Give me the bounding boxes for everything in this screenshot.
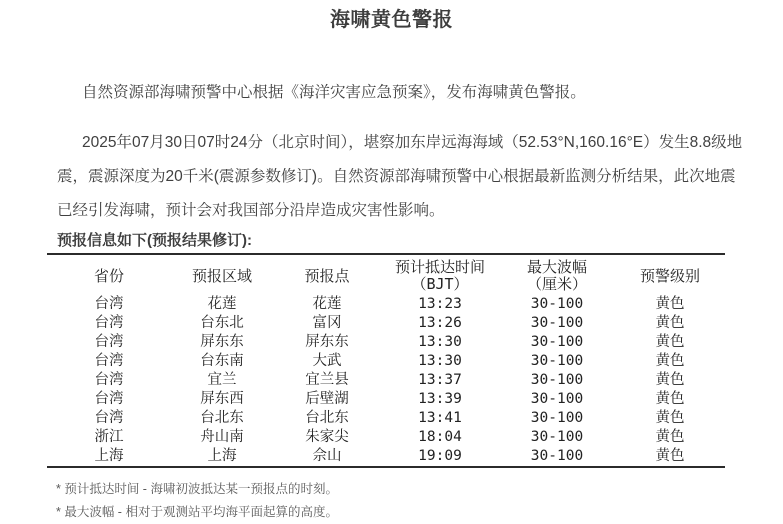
cell-warning-level: 黄色 (655, 429, 685, 445)
cell-province: 浙江 (94, 429, 124, 445)
cell-forecast-area: 屏东东 (200, 334, 244, 350)
col-header-text-line2: （厘米） (526, 275, 587, 293)
col-header-forecast-point (273, 254, 381, 295)
cell-forecast-point: 宜兰县 (305, 372, 349, 388)
table-row (47, 333, 725, 352)
cell-forecast-point: 屏东东 (305, 334, 349, 350)
table-header-row (47, 254, 725, 295)
cell-forecast-point: 富冈 (312, 315, 342, 331)
footnote-arrival-time: * 预计抵达时间 - 海啸初波抵达某一预报点的时刻。 (56, 482, 338, 496)
cell-province: 台湾 (94, 334, 124, 350)
cell-forecast-area: 上海 (207, 448, 237, 464)
cell-province: 上海 (94, 448, 124, 464)
cell-warning-level: 黄色 (655, 391, 685, 407)
table-row (47, 428, 725, 447)
body-text-block (57, 76, 749, 228)
cell-max-amplitude: 30-100 (530, 391, 584, 407)
footnote-max-amplitude: * 最大波幅 - 相对于观测站平均海平面起算的高度。 (56, 505, 338, 519)
cell-forecast-area: 舟山南 (200, 429, 244, 445)
cell-arrival-time: 13:30 (418, 334, 462, 350)
cell-warning-level: 黄色 (655, 353, 685, 369)
cell-forecast-area: 花莲 (207, 296, 237, 312)
table-row (47, 371, 725, 390)
cell-warning-level: 黄色 (655, 296, 685, 312)
col-header-text: 预警级别 (639, 266, 700, 285)
cell-forecast-area: 宜兰 (207, 372, 237, 388)
col-header-text: 预报区域 (191, 266, 252, 285)
table-row (47, 447, 725, 467)
cell-arrival-time: 13:39 (418, 391, 462, 407)
cell-max-amplitude: 30-100 (530, 296, 584, 312)
cell-warning-level: 黄色 (655, 334, 685, 350)
col-header-text: 预计抵达时间 (394, 258, 485, 276)
cell-warning-level: 黄色 (655, 410, 685, 426)
cell-warning-level: 黄色 (655, 372, 685, 388)
col-header-forecast-area (171, 254, 273, 295)
col-header-max-amplitude (499, 254, 615, 295)
cell-province: 台湾 (94, 372, 124, 388)
paragraph-earthquake-details: 2025年07月30日07时24分（北京时间），堪察加东岸远海海域（52.53°N,160.16°E）发生8.8级地震，震源深度为20千米(震源参数修订)。自然资源部海啸预警中心根据最新监测分析结果，此次地震已经引发海啸，预计会对我国部分沿岸造成灾害性影响。 (57, 134, 743, 219)
cell-warning-level: 黄色 (655, 448, 685, 464)
cell-arrival-time: 13:26 (418, 315, 462, 331)
cell-province: 台湾 (94, 410, 124, 426)
footnotes-block (56, 478, 783, 524)
cell-forecast-area: 台北东 (200, 410, 244, 426)
forecast-section-label: 预报信息如下(预报结果修订): (57, 232, 252, 249)
cell-max-amplitude: 30-100 (530, 334, 584, 350)
cell-warning-level: 黄色 (655, 315, 685, 331)
cell-max-amplitude: 30-100 (530, 353, 584, 369)
page-title: 海啸黄色警报 (330, 9, 453, 31)
cell-arrival-time: 13:41 (418, 410, 462, 426)
cell-forecast-point: 大武 (312, 353, 342, 369)
forecast-table-body (47, 295, 725, 467)
table-row (47, 390, 725, 409)
cell-arrival-time: 13:30 (418, 353, 462, 369)
cell-forecast-area: 台东南 (200, 353, 244, 369)
cell-forecast-point: 佘山 (312, 448, 342, 464)
cell-arrival-time: 13:23 (418, 296, 462, 312)
cell-max-amplitude: 30-100 (530, 372, 584, 388)
cell-province: 台湾 (94, 315, 124, 331)
cell-arrival-time: 18:04 (418, 429, 462, 445)
cell-max-amplitude: 30-100 (530, 410, 584, 426)
cell-forecast-area: 台东北 (200, 315, 244, 331)
cell-arrival-time: 19:09 (418, 448, 462, 464)
cell-forecast-point: 台北东 (305, 410, 349, 426)
cell-forecast-area: 屏东西 (200, 391, 244, 407)
table-row (47, 409, 725, 428)
col-header-text: 省份 (93, 266, 124, 285)
table-row (47, 295, 725, 314)
cell-max-amplitude: 30-100 (530, 315, 584, 331)
cell-province: 台湾 (94, 296, 124, 312)
col-header-province (47, 254, 171, 295)
cell-province: 台湾 (94, 353, 124, 369)
col-header-text: 预报点 (304, 266, 350, 285)
table-row (47, 314, 725, 333)
forecast-table (47, 253, 725, 468)
cell-max-amplitude: 30-100 (530, 429, 584, 445)
paragraph-warning-issue: 自然资源部海啸预警中心根据《海洋灾害应急预案》，发布海啸黄色警报。 (82, 84, 586, 101)
table-row (47, 352, 725, 371)
col-header-warning-level (615, 254, 725, 295)
col-header-text: 最大波幅 (526, 258, 587, 276)
col-header-text-line2: （BJT） (411, 275, 469, 293)
cell-forecast-point: 后壁湖 (305, 391, 349, 407)
cell-province: 台湾 (94, 391, 124, 407)
col-header-arrival-time (381, 254, 499, 295)
forecast-table-header (47, 254, 725, 295)
cell-forecast-point: 朱家尖 (305, 429, 349, 445)
cell-max-amplitude: 30-100 (530, 448, 584, 464)
cell-arrival-time: 13:37 (418, 372, 462, 388)
cell-forecast-point: 花莲 (312, 296, 342, 312)
